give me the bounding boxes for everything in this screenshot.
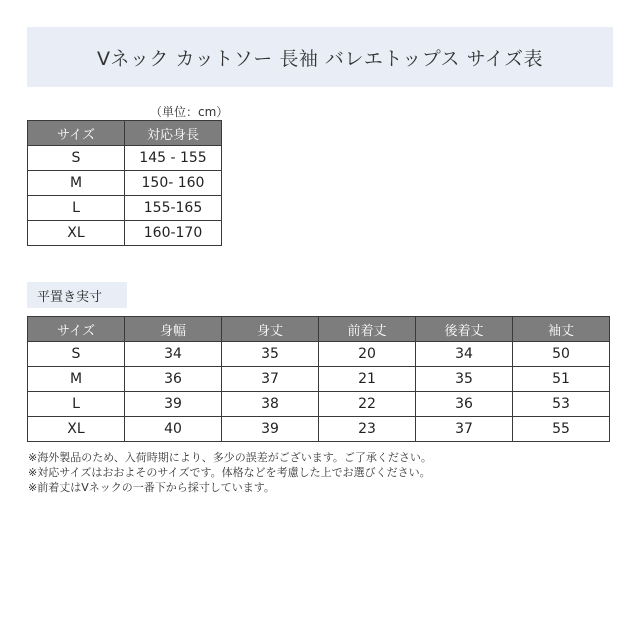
table-row: [28, 417, 610, 442]
table-row: [28, 367, 610, 392]
table-header-row: [28, 121, 222, 146]
column-header: 対応身長: [125, 121, 222, 146]
size-cell: XL: [28, 417, 125, 442]
table-cell: 23: [319, 417, 416, 442]
table-cell: 34: [416, 342, 513, 367]
column-header: サイズ: [28, 317, 125, 342]
table-cell: 38: [222, 392, 319, 417]
measurement-table: [27, 316, 610, 442]
table-cell: 21: [319, 367, 416, 392]
table-cell: 50: [513, 342, 610, 367]
size-cell: S: [28, 146, 125, 171]
column-header: 後着丈: [416, 317, 513, 342]
table-row: [28, 392, 610, 417]
height-cell: 145 - 155: [125, 146, 222, 171]
table-cell: 36: [416, 392, 513, 417]
size-cell: L: [28, 196, 125, 221]
table-cell: 34: [125, 342, 222, 367]
unit-note: （単位：cm）: [150, 105, 229, 119]
height-cell: 160-170: [125, 221, 222, 246]
table-cell: 37: [222, 367, 319, 392]
table-cell: 20: [319, 342, 416, 367]
table-cell: 39: [125, 392, 222, 417]
page-title: Vネック カットソー 長袖 バレエトップス サイズ表: [96, 47, 544, 70]
table-row: [28, 171, 222, 196]
title-banner: [27, 27, 613, 87]
column-header: 袖丈: [513, 317, 610, 342]
column-header: 前着丈: [319, 317, 416, 342]
notes: [28, 450, 432, 495]
table-cell: 22: [319, 392, 416, 417]
table-cell: 35: [416, 367, 513, 392]
note-line: ※海外製品のため、入荷時期により、多少の誤差がございます。ご了承ください。: [28, 451, 432, 464]
column-header: サイズ: [28, 121, 125, 146]
size-cell: S: [28, 342, 125, 367]
section-label-text: 平置き実寸: [37, 289, 103, 305]
height-cell: 155-165: [125, 196, 222, 221]
column-header: 身丈: [222, 317, 319, 342]
table-cell: 35: [222, 342, 319, 367]
table-cell: 37: [416, 417, 513, 442]
table-cell: 53: [513, 392, 610, 417]
note-line: ※前着丈はVネックの一番下から採寸しています。: [28, 481, 275, 494]
table-cell: 51: [513, 367, 610, 392]
height-size-table: [27, 120, 222, 246]
section-label: [27, 282, 127, 308]
note-line: ※対応サイズはおおよそのサイズです。体格などを考慮した上でお選びください。: [28, 466, 431, 479]
table-row: [28, 221, 222, 246]
table-header-row: [28, 317, 610, 342]
table-cell: 40: [125, 417, 222, 442]
table-row: [28, 342, 610, 367]
column-header: 身幅: [125, 317, 222, 342]
table-cell: 55: [513, 417, 610, 442]
size-cell: L: [28, 392, 125, 417]
table-cell: 39: [222, 417, 319, 442]
size-cell: M: [28, 367, 125, 392]
table-row: [28, 146, 222, 171]
table-row: [28, 196, 222, 221]
table-cell: 36: [125, 367, 222, 392]
size-cell: XL: [28, 221, 125, 246]
size-cell: M: [28, 171, 125, 196]
height-cell: 150- 160: [125, 171, 222, 196]
